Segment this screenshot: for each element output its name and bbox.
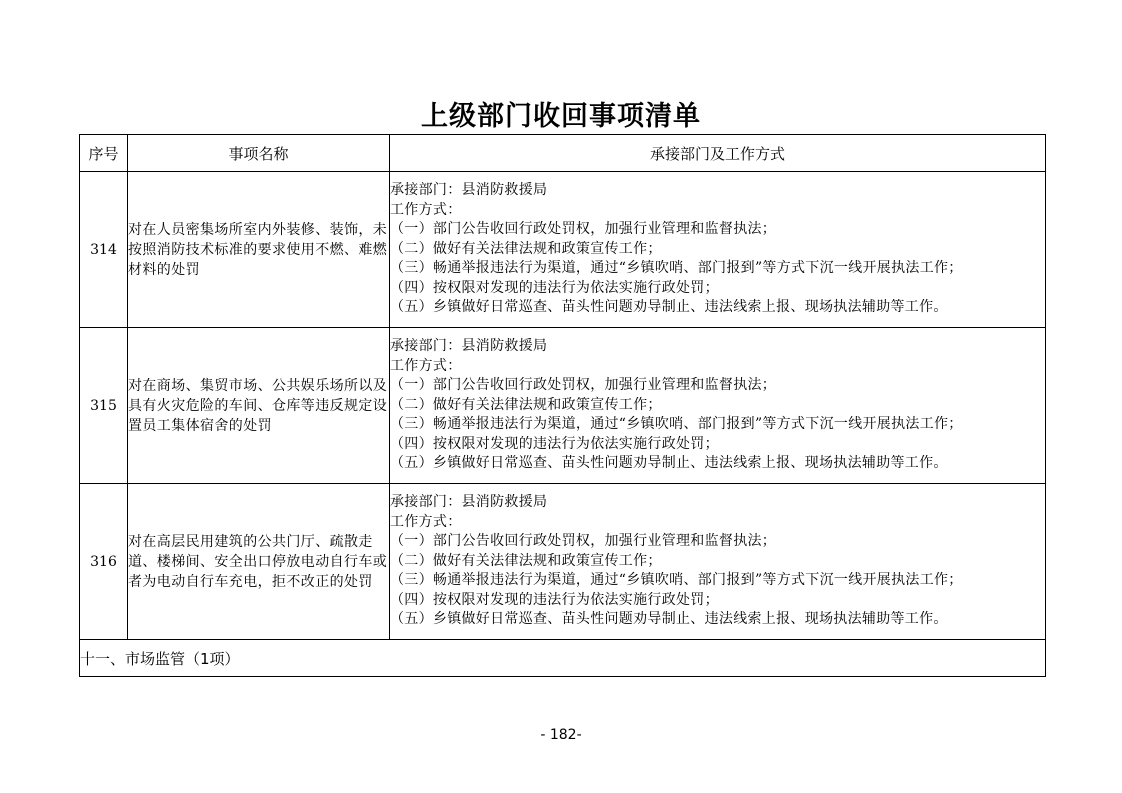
work-line: （五）乡镇做好日常巡查、苗头性问题劝导制止、违法线索上报、现场执法辅助等工作。	[390, 611, 948, 628]
page-title: 上级部门收回事项清单	[421, 101, 701, 132]
work-line: 工作方式：	[390, 513, 462, 530]
serial-number: 316	[80, 484, 128, 640]
work-line: （二）做好有关法律法规和政策宣传工作；	[390, 552, 662, 569]
work-line: 承接部门：县消防救援局	[390, 493, 548, 510]
work-line: （四）按权限对发现的违法行为依法实施行政处罚；	[390, 591, 719, 608]
work-line: 承接部门：县消防救援局	[390, 181, 548, 198]
header-department-method: 承接部门及工作方式	[390, 135, 1046, 172]
work-method	[390, 328, 1046, 484]
work-line: （三）畅通举报违法行为渠道，通过“乡镇吹哨、部门报到”等方式下沉一线开展执法工作；	[390, 416, 963, 433]
item-name: 对在高层民用建筑的公共门厅、疏散走道、楼梯间、安全出口停放电动自行车或者为电动自行车充电，拒不改正的处罚	[128, 484, 390, 640]
work-line: （四）按权限对发现的违法行为依法实施行政处罚；	[390, 279, 719, 296]
serial-number: 315	[80, 328, 128, 484]
work-line: （一）部门公告收回行政处罚权，加强行业管理和监督执法；	[390, 221, 777, 238]
item-name: 对在商场、集贸市场、公共娱乐场所以及具有火灾危险的车间、仓库等违反规定设置员工集体宿舍的处罚	[128, 328, 390, 484]
work-line: （二）做好有关法律法规和政策宣传工作；	[390, 396, 662, 413]
items-table	[79, 134, 1046, 677]
work-line: （四）按权限对发现的违法行为依法实施行政处罚；	[390, 435, 719, 452]
work-line: （五）乡镇做好日常巡查、苗头性问题劝导制止、违法线索上报、现场执法辅助等工作。	[390, 299, 948, 316]
section-row	[80, 640, 1046, 677]
page-number: - 182-	[540, 727, 582, 743]
work-line: （一）部门公告收回行政处罚权，加强行业管理和监督执法；	[390, 377, 777, 394]
table-row	[80, 328, 1046, 484]
header-serial: 序号	[80, 135, 128, 172]
table-header-row	[80, 135, 1046, 172]
work-line: （二）做好有关法律法规和政策宣传工作；	[390, 240, 662, 257]
header-item-name: 事项名称	[128, 135, 390, 172]
item-name: 对在人员密集场所室内外装修、装饰，未按照消防技术标准的要求使用不燃、难燃材料的处罚	[128, 172, 390, 328]
work-line: （五）乡镇做好日常巡查、苗头性问题劝导制止、违法线索上报、现场执法辅助等工作。	[390, 455, 948, 472]
table-row	[80, 484, 1046, 640]
table-row	[80, 172, 1046, 328]
work-method	[390, 484, 1046, 640]
work-line: （一）部门公告收回行政处罚权，加强行业管理和监督执法；	[390, 533, 777, 550]
work-line: 工作方式：	[390, 357, 462, 374]
work-method	[390, 172, 1046, 328]
section-heading: 十一、市场监管（1项）	[80, 640, 1046, 677]
serial-number: 314	[80, 172, 128, 328]
work-line: （三）畅通举报违法行为渠道，通过“乡镇吹哨、部门报到”等方式下沉一线开展执法工作；	[390, 260, 963, 277]
work-line: 承接部门：县消防救援局	[390, 337, 548, 354]
work-line: （三）畅通举报违法行为渠道，通过“乡镇吹哨、部门报到”等方式下沉一线开展执法工作；	[390, 572, 963, 589]
work-line: 工作方式：	[390, 201, 462, 218]
